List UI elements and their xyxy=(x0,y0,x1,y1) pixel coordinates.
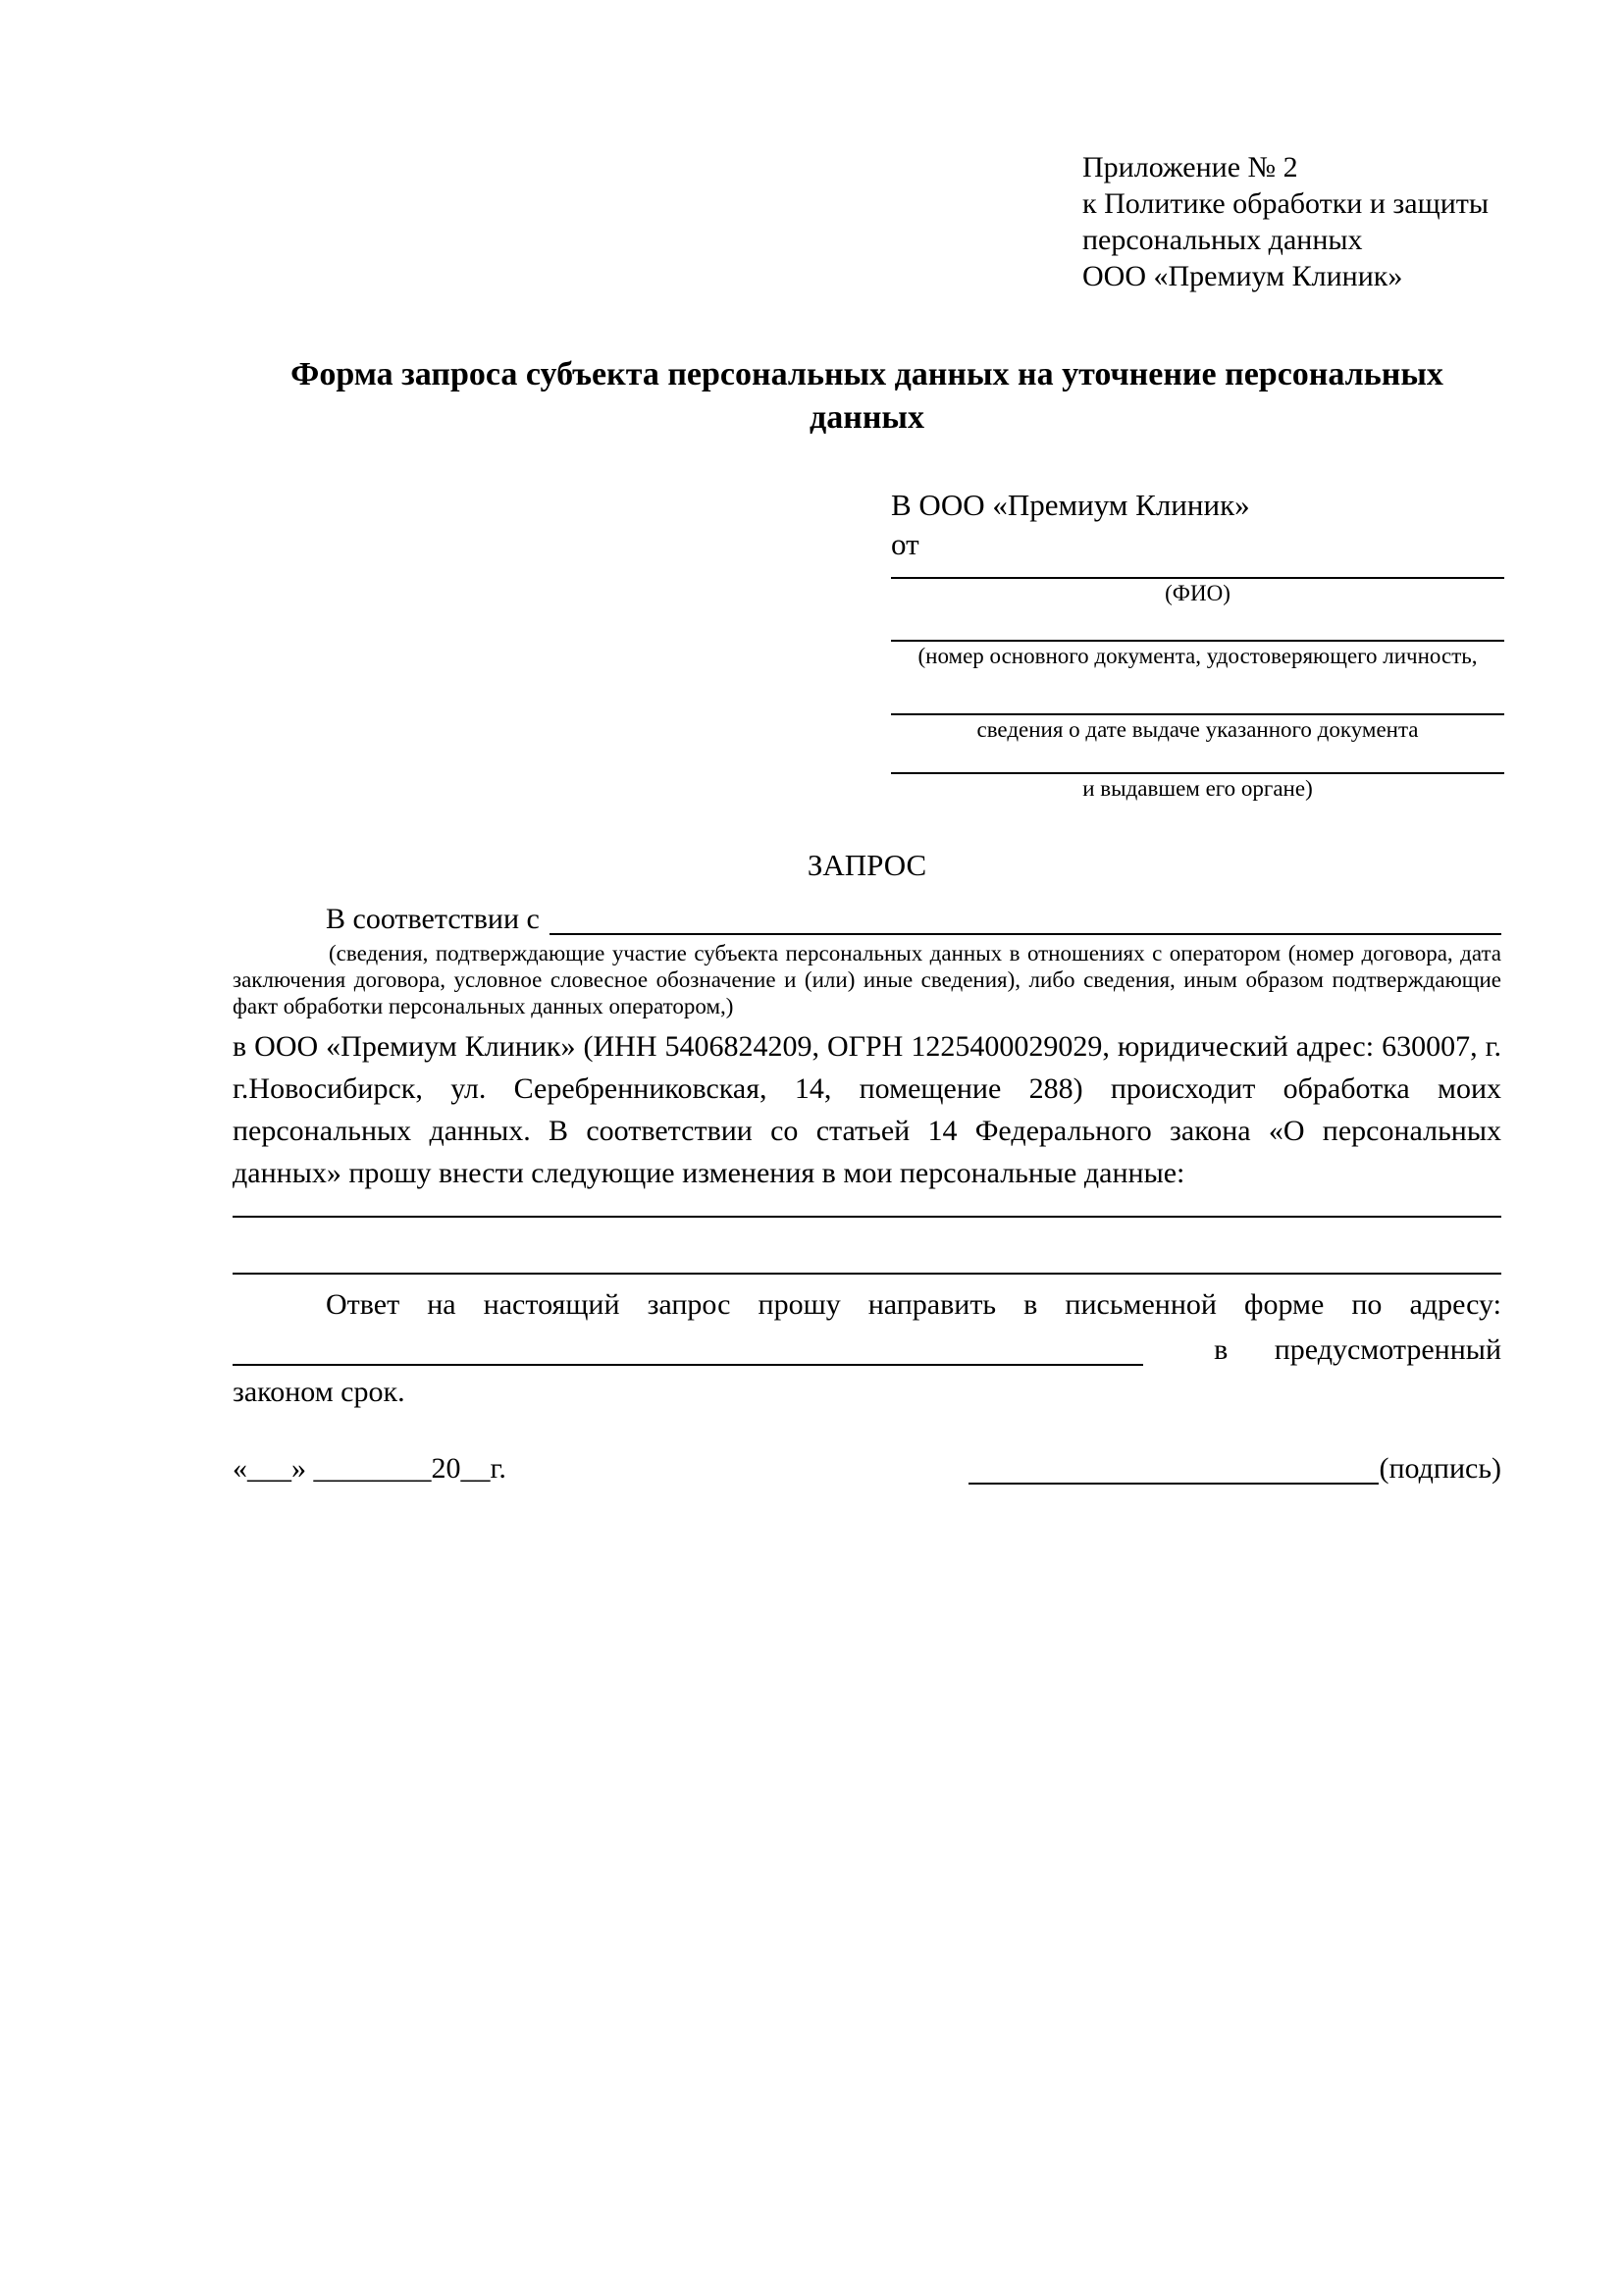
id-document-number-caption: (номер основного документа, удостоверяющего личность, xyxy=(917,644,1478,668)
changes-blank-line-1 xyxy=(233,1216,1501,1218)
annex-note-line-4: ООО «Премиум Клиник» xyxy=(1082,260,1403,292)
annex-note-line-2: к Политике обработки и защиты xyxy=(1082,187,1490,220)
annex-note-line-1: Приложение № 2 xyxy=(1082,151,1298,183)
changes-blank-line-2 xyxy=(233,1273,1501,1275)
signature-blank-line xyxy=(969,1483,1379,1485)
addressee-from-label: от xyxy=(891,527,919,561)
annex-note xyxy=(1082,149,1489,294)
addressee-block xyxy=(891,486,1504,804)
request-body-paragraph: в ООО «Премиум Клиник» (ИНН 5406824209, ОГРН 1225400029029, юридический адрес: 630007, г. г.Новосибирск, ул. Серебренниковская, 14, помещение 288) происходит обработка моих персональных данных. В соответствии со статьей 14 Федерального закона «О персональных данных» прошу внести следующие изменения в мои персональные данные: xyxy=(233,1030,1501,1189)
fio-caption: (ФИО) xyxy=(1165,581,1230,605)
reply-term-line: законом срок. xyxy=(233,1376,405,1408)
request-section xyxy=(233,846,1501,1489)
reply-address-line xyxy=(233,1326,1501,1371)
reply-address-blank-line xyxy=(233,1364,1143,1366)
annex-note-line-3: персональных данных xyxy=(1082,224,1363,256)
id-document-issue-date-caption: сведения о дате выдаче указанного документа xyxy=(976,717,1419,742)
id-document-issuer-caption: и выдавшем его органе) xyxy=(1082,776,1313,801)
signature-area xyxy=(969,1447,1501,1489)
compliance-line xyxy=(233,895,1501,940)
compliance-footnote: (сведения, подтверждающие участие субъекта персональных данных в отношениях с оператором (номер договора, дата заключения договора, условное словесное обозначение и (или) иные сведения), либо сведения, иным образом подтверждающие факт обработки персональных данных оператором,) xyxy=(233,941,1501,1018)
date-blank: «___» ________20__г. xyxy=(233,1452,506,1485)
compliance-blank-line xyxy=(550,933,1501,935)
signature-caption: (подпись) xyxy=(1379,1452,1501,1485)
request-heading: ЗАПРОС xyxy=(807,848,927,882)
compliance-prefix: В соответствии с xyxy=(326,903,540,935)
addressee-to-line: В ООО «Премиум Клиник» xyxy=(891,488,1250,522)
reply-address-paragraph: Ответ на настоящий запрос прошу направить в письменной форме по адресу: xyxy=(326,1288,1501,1321)
date-signature-row xyxy=(233,1444,1501,1489)
reply-address-suffix: в предусмотренный xyxy=(1214,1333,1501,1366)
document-title: Форма запроса субъекта персональных данных на уточнение персональных данных xyxy=(290,356,1443,436)
